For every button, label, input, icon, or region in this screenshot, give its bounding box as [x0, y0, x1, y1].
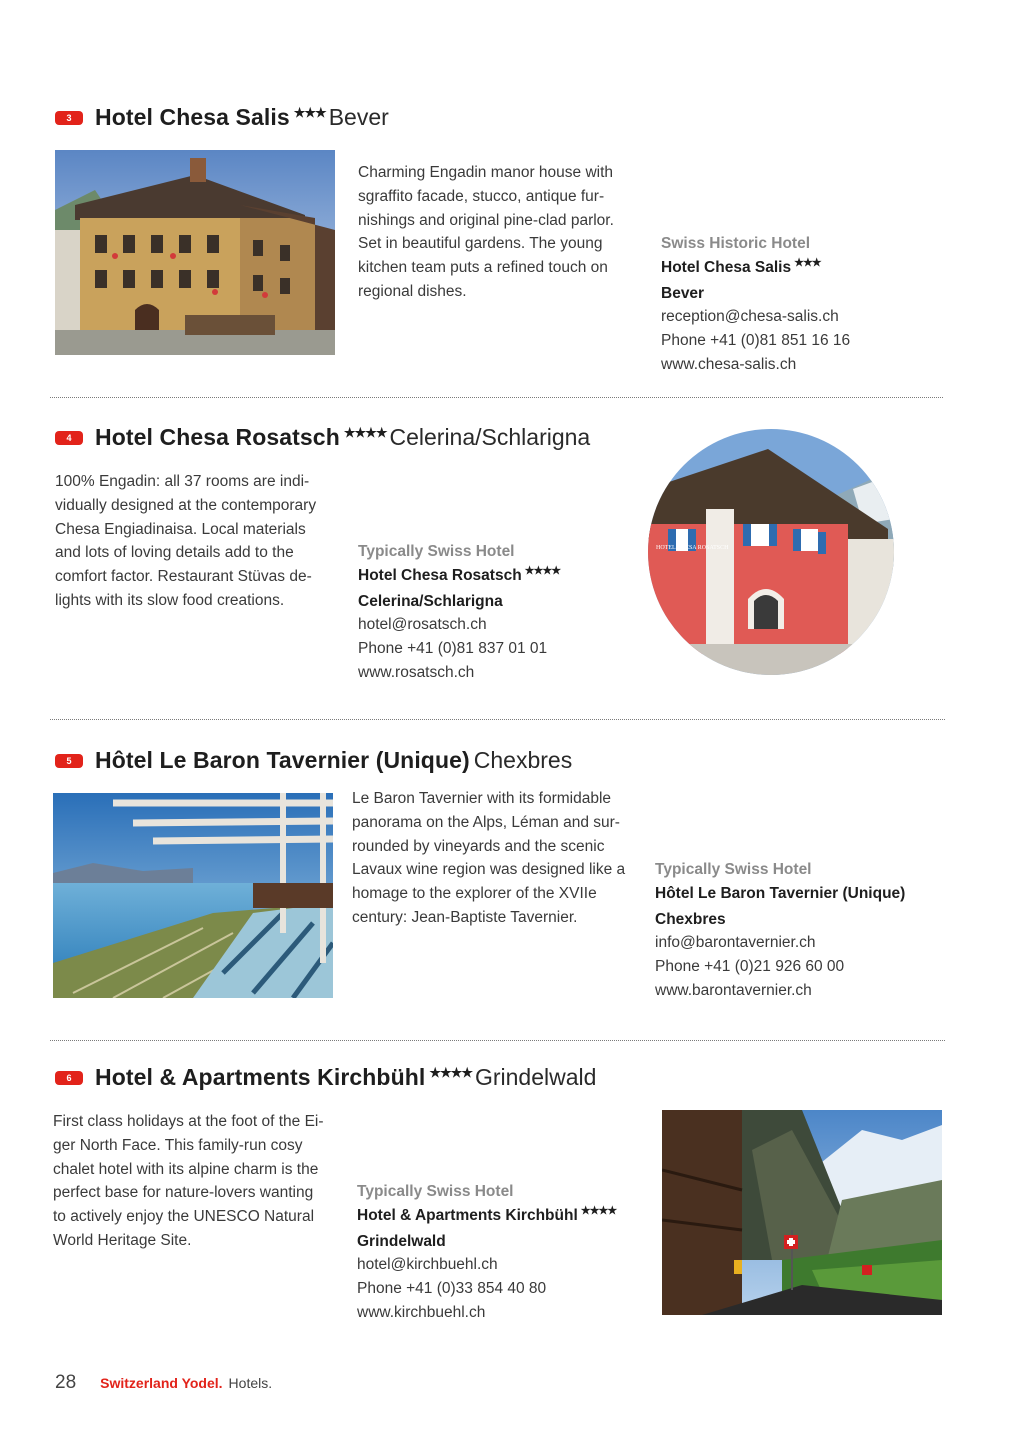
contact-location: Grindelwald: [357, 1232, 446, 1250]
hotel-contact-block: [357, 1180, 616, 1325]
contact-hotel-name: Hotel Chesa Salis: [661, 258, 792, 276]
phone-number: Phone +41 (0)81 837 01 01: [358, 640, 548, 658]
hotel-category: Typically Swiss Hotel: [358, 543, 515, 560]
contact-star-rating: ★★★★: [524, 564, 561, 577]
star-rating: ★★★★: [343, 425, 387, 440]
website-link[interactable]: www.kirchbuehl.ch: [357, 1303, 486, 1321]
website-link[interactable]: www.rosatsch.ch: [358, 663, 475, 681]
manor-house-photo: [55, 150, 335, 355]
publication-brand: Switzerland Yodel.: [100, 1375, 223, 1391]
phone-number: Phone +41 (0)81 851 16 16: [661, 332, 851, 350]
contact-hotel-name: Hôtel Le Baron Tavernier (Unique): [655, 884, 906, 902]
section-name: Hotels.: [228, 1375, 273, 1391]
hotel-description: First class holidays at the foot of the Ei- ger North Face. This family-run cosy chalet hotel with its alpine charm is the perfect base for nature-lovers wanting to actively enjoy the UNESCO Natural World Heritage Site.: [53, 1113, 324, 1249]
hotel-number-badge: 5: [55, 754, 83, 768]
hotel-contact-block: [358, 540, 560, 685]
hotel-name: Hotel Chesa Rosatsch: [95, 424, 340, 450]
hotel-contact-block: [655, 858, 908, 1003]
phone-number: Phone +41 (0)33 854 40 80: [357, 1280, 547, 1298]
page-number: 28: [55, 1372, 77, 1393]
hotel-name: Hotel Chesa Salis: [95, 104, 290, 130]
hotel-number-badge: 3: [55, 111, 83, 125]
hotel-category: Typically Swiss Hotel: [655, 861, 812, 878]
star-rating: ★★★★: [429, 1065, 472, 1080]
email-link[interactable]: hotel@kirchbuehl.ch: [357, 1256, 498, 1274]
lake-terrace-photo: [53, 793, 333, 998]
hotel-sign: HOTEL CHESA ROSATSCH: [656, 545, 729, 551]
hotel-name: Hotel & Apartments Kirchbühl: [95, 1064, 426, 1090]
hotel-5-heading: [55, 747, 572, 774]
section-divider: [50, 397, 943, 398]
hotel-location: Bever: [328, 104, 389, 130]
contact-location: Chexbres: [655, 910, 726, 928]
hotel-4-heading: [55, 424, 590, 451]
hotel-3-heading: [55, 104, 389, 131]
red-hotel-facade-photo: [648, 429, 894, 675]
alpine-valley-photo: [662, 1110, 942, 1315]
email-link[interactable]: reception@chesa-salis.ch: [661, 308, 839, 326]
email-link[interactable]: info@barontavernier.ch: [655, 934, 816, 952]
hotel-location: Chexbres: [473, 747, 573, 773]
hotel-number-badge: 6: [55, 1071, 83, 1085]
hotel-description: Le Baron Tavernier with its formidable panorama on the Alps, Léman and sur- rounded by vineyards and the scenic Lavaux wine region was designed like a homage to the explorer of the XVIIe century: Jean-Baptiste Tavernier.: [352, 790, 626, 926]
email-link[interactable]: hotel@rosatsch.ch: [358, 616, 487, 634]
hotel-location: Celerina/Schlarigna: [389, 424, 591, 450]
contact-star-rating: ★★★★: [580, 1204, 617, 1217]
contact-hotel-name: Hotel & Apartments Kirchbühl: [357, 1206, 578, 1224]
contact-star-rating: ★★★: [794, 256, 821, 269]
hotel-description: Charming Engadin manor house with sgraffito facade, stucco, antique fur- nishings and original pine-clad parlor. Set in beautiful gardens. The young kitchen team puts a refined touch on regional dishes.: [358, 164, 614, 300]
phone-number: Phone +41 (0)21 926 60 00: [655, 958, 845, 976]
website-link[interactable]: www.barontavernier.ch: [655, 981, 812, 999]
hotel-name: Hôtel Le Baron Tavernier (Unique): [95, 747, 470, 773]
hotel-category: Typically Swiss Hotel: [357, 1183, 514, 1200]
section-divider: [50, 719, 945, 720]
hotel-6-heading: [55, 1064, 596, 1091]
contact-location: Bever: [661, 284, 705, 302]
hotel-number-badge: 4: [55, 431, 83, 445]
section-divider: [50, 1040, 945, 1041]
page-footer: [55, 1372, 272, 1394]
contact-hotel-name: Hotel Chesa Rosatsch: [358, 566, 522, 584]
hotel-description: 100% Engadin: all 37 rooms are indi- vidually designed at the contemporary Chesa Engiadinaisa. Local materials and lots of loving details add to the comfort factor. Restaurant Stüvas de- lights with its slow food creations.: [55, 473, 317, 609]
contact-location: Celerina/Schlarigna: [358, 592, 503, 610]
hotel-category: Swiss Historic Hotel: [661, 235, 811, 252]
star-rating: ★★★: [293, 105, 326, 120]
hotel-contact-block: [661, 232, 850, 377]
website-link[interactable]: www.chesa-salis.ch: [661, 355, 797, 373]
hotel-location: Grindelwald: [474, 1064, 597, 1090]
